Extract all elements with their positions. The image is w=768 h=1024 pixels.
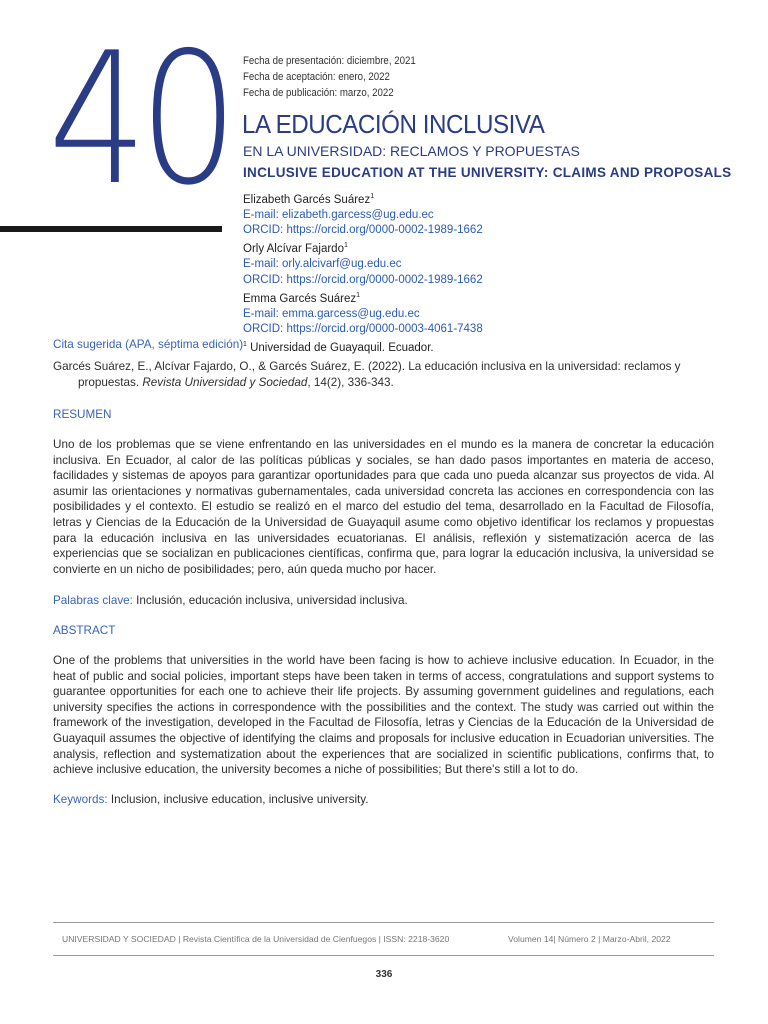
affiliation-mark: 1 <box>243 341 247 349</box>
footer-top-rule <box>53 922 714 923</box>
date-published: Fecha de publicación: marzo, 2022 <box>243 87 394 99</box>
footer-journal-info: UNIVERSIDAD Y SOCIEDAD | Revista Científica de la Universidad de Cienfuegos | ISSN: 2218-3620 <box>62 934 450 944</box>
author-3 <box>243 288 483 337</box>
publication-dates <box>243 53 416 101</box>
author-orcid-link[interactable]: https://orcid.org/0000-0002-1989-1662 <box>286 273 483 286</box>
affiliation-text: Universidad de Guayaquil. Ecuador. <box>250 342 434 355</box>
header-rule <box>0 226 222 232</box>
palabras-clave-label: Palabras clave: <box>53 594 133 607</box>
citation-journal: Revista Universidad y Sociedad <box>142 375 308 389</box>
author-email-link[interactable]: elizabeth.garcess@ug.edu.ec <box>281 209 434 222</box>
author-email-link[interactable]: emma.garcess@ug.edu.ec <box>281 307 420 320</box>
footer-issue-info: Volumen 14| Número 2 | Marzo-Abril, 2022 <box>508 934 671 944</box>
email-label: E-mail: <box>243 209 282 222</box>
suggested-citation <box>53 359 714 390</box>
palabras-clave <box>53 593 714 609</box>
citation-details: , 14(2), 336-343. <box>307 375 394 389</box>
citation-heading-text: Cita sugerida (APA, séptima edición) <box>53 338 244 351</box>
date-submitted: Fecha de presentación: diciembre, 2021 <box>243 55 416 67</box>
citation-heading <box>53 337 714 353</box>
issue-number: 40 <box>48 13 230 225</box>
abstract-heading <box>53 623 714 639</box>
author-affil-mark: 1 <box>370 193 375 200</box>
page-number: 336 <box>375 969 393 980</box>
author-affil-mark: 1 <box>343 242 348 250</box>
orcid-label: ORCID: <box>243 323 287 336</box>
keywords-label: Keywords: <box>53 793 108 806</box>
resumen-paragraph: Uno de los problemas que se viene enfrentando en las universidades en el mundo es la manera de concretar la educación inclusiva. En Ecuador, al calor de las políticas públicas y sociales, se han dado pasos importantes en materia de acceso, facilidades y sistemas de apoyos para garantizar oportunidades para que cada uno pueda alcanzar sus proyectos de vida. Al asumir las orientaciones y normativas gubernamentales, cada universidad concreta las acciones en correspondencia con las posibilidades y el contexto. El estudio se realizó en el marco del estudio del tema, desarrollado en la Facultad de Filosofía, letras y Ciencias de la Educación de la Universidad de Guayaquil asume como objetivo identificar los reclamos y propuestas para la educación inclusiva en las universidades ecuatorianas. El análisis, reflexión y sistematización acerca de las experiencias que se socializan en publicaciones científicas, confirma que, para lograr la educación inclusiva, la universidad se convierte en un nicho de posibilidades; pero, aún queda mucho por hacer. <box>53 438 714 576</box>
footer-bottom-rule <box>53 955 714 956</box>
resumen-heading <box>53 407 714 423</box>
email-label: E-mail: <box>243 307 282 320</box>
author-email-link[interactable]: orly.alcivarf@ug.edu.ec <box>281 258 402 271</box>
abstract-heading-text: ABSTRACT <box>53 624 116 637</box>
author-name: Emma Garcés Suárez <box>243 292 357 305</box>
email-label: E-mail: <box>243 258 282 271</box>
article-subtitle: EN LA UNIVERSIDAD: RECLAMOS Y PROPUESTAS <box>243 143 580 159</box>
orcid-label: ORCID: <box>243 224 287 237</box>
author-name: Orly Alcívar Fajardo <box>243 243 344 256</box>
author-name: Elizabeth Garcés Suárez <box>243 193 371 206</box>
abstract-paragraph: One of the problems that universities in the world have been facing is how to achieve inclusive education. In Ecuador, in the heat of public and social policies, important steps have been taken in terms of access, congratulations and support systems to guarantee opportunities for each one to achieve their life projects. By assuming government guidelines and regulations, each university specifies the actions in correspondence with the possibilities and the context. The study was carried out within the framework of the investigation, developed in the Facultad de Filosofía, letras y Ciencias de la Educación de la Universidad de Guayaquil assumes the objective of identifying the claims and proposals for inclusive education in Ecuadorian universities. The analysis, reflection and systematization about the experiences that are socialized in scientific publications, confirms that, to achieve inclusive education, the university becomes a niche of possibilities; But there's still a lot to do. <box>53 654 714 777</box>
date-accepted: Fecha de aceptación: enero, 2022 <box>243 71 390 83</box>
author-affil-mark: 1 <box>356 291 361 299</box>
resumen-heading-text: RESUMEN <box>53 408 112 421</box>
author-block <box>243 189 483 356</box>
keywords-text: Inclusion, inclusive education, inclusive university. <box>107 793 369 806</box>
orcid-label: ORCID: <box>243 273 287 286</box>
article-title-english: INCLUSIVE EDUCATION AT THE UNIVERSITY: CLAIMS AND PROPOSALS <box>243 165 732 180</box>
author-1 <box>243 189 483 238</box>
palabras-clave-text: Inclusión, educación inclusiva, universidad inclusiva. <box>132 594 408 607</box>
keywords <box>53 792 714 808</box>
author-orcid-link[interactable]: https://orcid.org/0000-0002-1989-1662 <box>286 224 483 237</box>
author-orcid-link[interactable]: https://orcid.org/0000-0003-4061-7438 <box>286 323 483 336</box>
article-title: LA EDUCACIÓN INCLUSIVA <box>242 109 545 139</box>
author-2 <box>243 238 483 287</box>
citation-text: Garcés Suárez, E., Alcívar Fajardo, O., & Garcés Suárez, E. (2022). La educación inclusiva en la universidad: reclamos y propuestas. <box>53 360 681 389</box>
